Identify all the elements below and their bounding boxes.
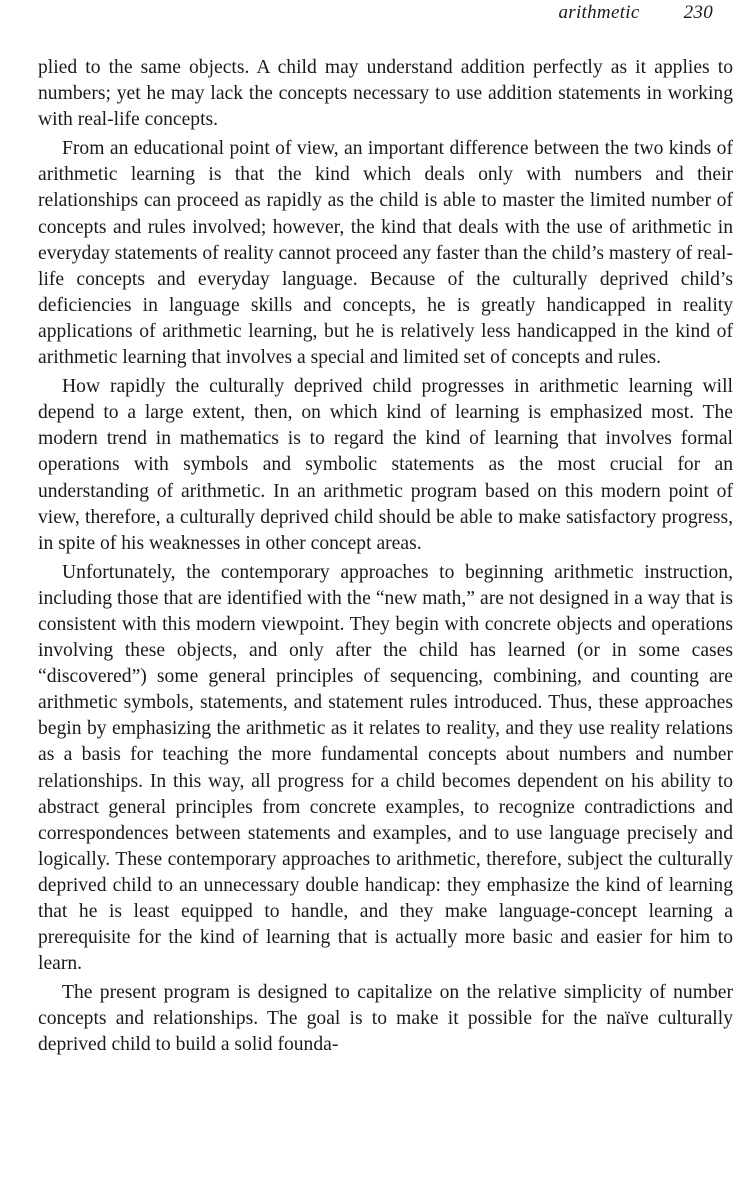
paragraph: How rapidly the culturally deprived child progresses in arithmetic learning will depend to a large extent, then, on which kind of learning is emphasized most. The modern trend in mathematics is to regard the kind of learning that involves formal operations with symbols and symbolic statements as the most crucial for an understanding of arithmetic. In an arithmetic program based on this modern point of view, therefore, a culturally deprived child should be able to make satisfactory progress, in spite of his weaknesses in other concept areas. (38, 376, 733, 554)
paragraph: Unfortunately, the contemporary approaches to beginning arithmetic instruction, including those that are identified with the “new math,” are not designed in a way that is consistent with this modern viewpoint. They begin with concrete objects and operations involving these objects, and only after the child has learned (or in some cases “discovered”) some general principles of sequencing, combining, and counting are arithmetic symbols, statements, and statement rules introduced. Thus, these approaches begin by emphasizing the arithmetic as it relates to reality, and they use reality relations as a basis for teaching the more fundamental concepts about numbers and number relationships. In this way, all progress for a child becomes dependent on his ability to abstract general principles from concrete examples, to recognize contradictions and correspondences between statements and examples, and to use language precisely and logically. These contemporary approaches to arithmetic, therefore, subject the culturally deprived child to an unnecessary double handicap: they emphasize the kind of learning that he is least equipped to handle, and they make language-concept learning a prerequisite for the kind of learning that is actually more basic and easier for him to learn. (38, 561, 733, 975)
page-number: 230 (683, 2, 713, 23)
paragraph-continued: plied to the same objects. A child may understand addition perfectly as it applies to numbers; yet he may lack the concepts necessary to use addition statements in working with real-life concepts. (38, 57, 733, 131)
body-text (38, 55, 733, 1059)
paragraph: The present program is designed to capitalize on the relative simplicity of number concepts and relationships. The goal is to make it possible for the naïve culturally deprived child to build a solid founda- (38, 982, 733, 1056)
paragraph: From an educational point of view, an important difference between the two kinds of arithmetic learning is that the kind which deals only with numbers and their relationships can proceed as rapidly as the child is able to master the limited number of concepts and rules involved; however, the kind that deals with the use of arithmetic in everyday statements of reality cannot proceed any faster than the child’s mastery of real-life concepts and everyday language. Because of the culturally deprived child’s deficiencies in language skills and concepts, he is greatly handicapped in reality applications of arithmetic learning, but he is relatively less handicapped in the kind of arithmetic learning that involves a special and limited set of concepts and rules. (38, 138, 733, 369)
section-title: arithmetic (558, 2, 640, 23)
running-head (558, 2, 713, 24)
